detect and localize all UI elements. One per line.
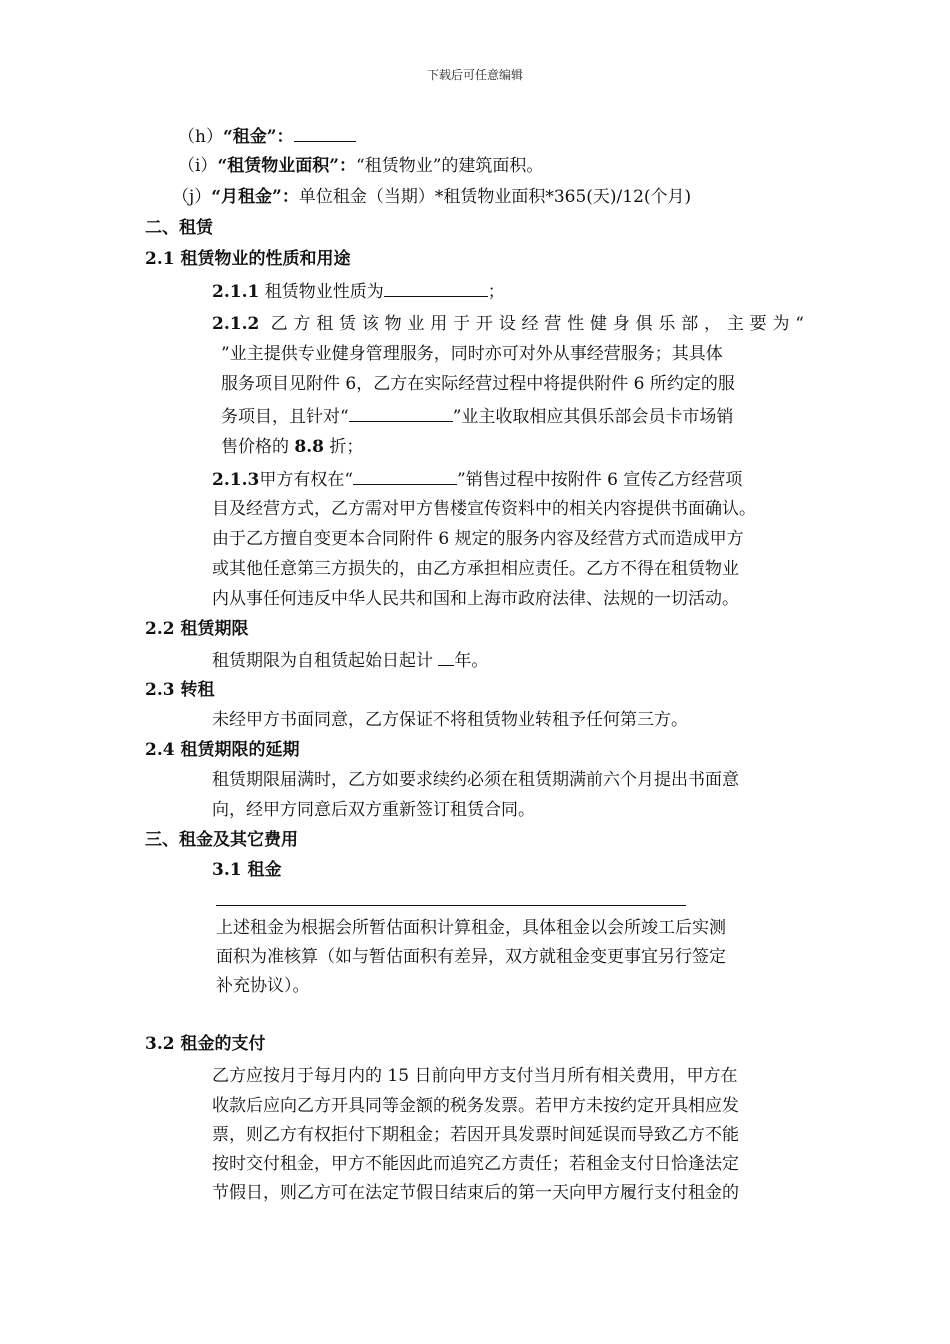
clause-3-2-line-1: 乙方应按月于每月内的 15 日前向甲方支付当月所有相关费用，甲方在: [212, 1066, 738, 1086]
page-header: 下载后可任意编辑: [426, 68, 523, 82]
definition-i-text: “租赁物业”的建筑面积。: [356, 156, 544, 176]
definition-i-term: “租赁物业面积”：: [217, 156, 356, 176]
clause-2-1-2-number: 2.1.2: [212, 314, 260, 334]
clause-2-1-2-line-2: ”业主提供专业健身管理服务，同时亦可对外从事经营服务；其具体: [221, 344, 723, 364]
clause-3-1-line-2: 面积为准核算（如与暂估面积有差异，双方就租金变更事宜另行签定: [216, 947, 726, 967]
section-2-4-title: 2.4 租赁期限的延期: [145, 740, 300, 760]
rent-amount-blank: [216, 905, 686, 906]
definition-j-prefix: （j）: [172, 187, 212, 207]
definition-i-prefix: （i）: [178, 156, 218, 176]
clause-2-1-3-number: 2.1.3: [212, 470, 260, 490]
clause-3-2-line-5: 节假日，则乙方可在法定节假日结束后的第一天向甲方履行支付租金的: [212, 1183, 739, 1203]
clause-2-1-2-text-5a: 售价格的: [221, 437, 289, 457]
clause-2-1-1: [212, 280, 505, 303]
clause-3-2-line-3: 票，则乙方有权拒付下期租金；若因开具发票时间延误而导致乙方不能: [212, 1125, 739, 1145]
clause-2-3-text: 未经甲方书面同意，乙方保证不将租赁物业转租予任何第三方。: [212, 710, 688, 730]
owner-blank-2: [353, 468, 457, 485]
clause-3-1-line-1: 上述租金为根据会所暂估面积计算租金，具体租金以会所竣工后实测: [216, 918, 726, 938]
clause-2-1-1-end: ；: [487, 282, 505, 302]
section-3-2-title: 3.2 租金的支付: [145, 1034, 266, 1054]
section-3-1-title: 3.1 租金: [212, 860, 282, 880]
clause-2-1-2-text-5c: 折；: [329, 437, 364, 457]
definition-j-term: “月租金”：: [211, 187, 299, 207]
owner-blank-1: [349, 405, 453, 422]
clause-2-1-3-line-3: 由于乙方擅自变更本合同附件 6 规定的服务内容及经营方式而造成甲方: [212, 529, 744, 549]
clause-2-1-2-text-1: 乙方租赁该物业用于开设经营性健身俱乐部，主要为“: [270, 314, 804, 334]
clause-2-2-text-b: 年。: [454, 651, 489, 671]
property-nature-blank: [384, 280, 488, 297]
clause-2-1-2-text-4b: ”业主收取相应其俱乐部会员卡市场销: [452, 407, 734, 427]
clause-2-1-3-line-2: 目及经营方式，乙方需对甲方售楼宣传资料中的相关内容提供书面确认。: [212, 499, 756, 519]
clause-2-1-3-line-1: [212, 468, 742, 491]
clause-3-2-line-2: 收款后应向乙方开具同等金额的税务发票。若甲方未按约定开具相应发: [212, 1096, 739, 1116]
section-3-title: 三、租金及其它费用: [145, 830, 298, 850]
clause-2-1-1-number: 2.1.1: [212, 282, 260, 302]
section-2-2-title: 2.2 租赁期限: [145, 619, 249, 639]
clause-2-1-3-line-4: 或其他任意第三方损失的，由乙方承担相应责任。乙方不得在租赁物业: [212, 559, 739, 579]
section-2-3-title: 2.3 转租: [145, 680, 215, 700]
discount-value: 8.8: [294, 437, 324, 457]
clause-3-2-line-4: 按时交付租金，甲方不能因此而追究乙方责任；若租金支付日恰逢法定: [212, 1154, 739, 1174]
clause-2-1-2-line-5: [221, 436, 363, 458]
definition-j-text: 单位租金（当期）*租赁物业面积*365(天)/12(个月): [298, 187, 692, 207]
clause-2-1-1-text: 租赁物业性质为: [264, 282, 384, 302]
lease-years-blank: [438, 649, 454, 666]
section-2-title: 二、租赁: [145, 218, 213, 238]
clause-3-1-line-3: 补充协议）。: [216, 976, 310, 996]
definition-j: [172, 186, 691, 208]
clause-2-1-3-text-1a: 甲方有权在“: [259, 470, 354, 490]
definition-h-prefix: （h）: [178, 127, 223, 147]
rent-blank: [294, 125, 356, 142]
section-2-1-title: 2.1 租赁物业的性质和用途: [145, 249, 351, 269]
clause-2-1-2-text-4a: 务项目，且针对“: [221, 407, 349, 427]
definition-i: [178, 155, 543, 177]
clause-2-2-text-a: 租赁期限为自租赁起始日起计: [212, 651, 433, 671]
clause-2-1-3-text-1b: ”销售过程中按附件 6 宣传乙方经营项: [457, 470, 743, 490]
clause-2-1-3-line-5: 内从事任何违反中华人民共和国和上海市政府法律、法规的一切活动。: [212, 589, 739, 609]
definition-h-term: “租金”：: [222, 127, 294, 147]
clause-2-4-line-2: 向，经甲方同意后双方重新签订租赁合同。: [212, 800, 535, 820]
definition-h: [178, 125, 356, 148]
clause-2-1-2-line-4: [221, 405, 733, 428]
clause-2-1-2-line-3: 服务项目见附件 6，乙方在实际经营过程中将提供附件 6 所约定的服: [221, 374, 735, 394]
clause-2-4-line-1: 租赁期限届满时，乙方如要求续约必须在租赁期满前六个月提出书面意: [212, 770, 739, 790]
clause-2-2-text: [212, 649, 488, 672]
clause-2-1-2-line-1: [212, 313, 804, 335]
